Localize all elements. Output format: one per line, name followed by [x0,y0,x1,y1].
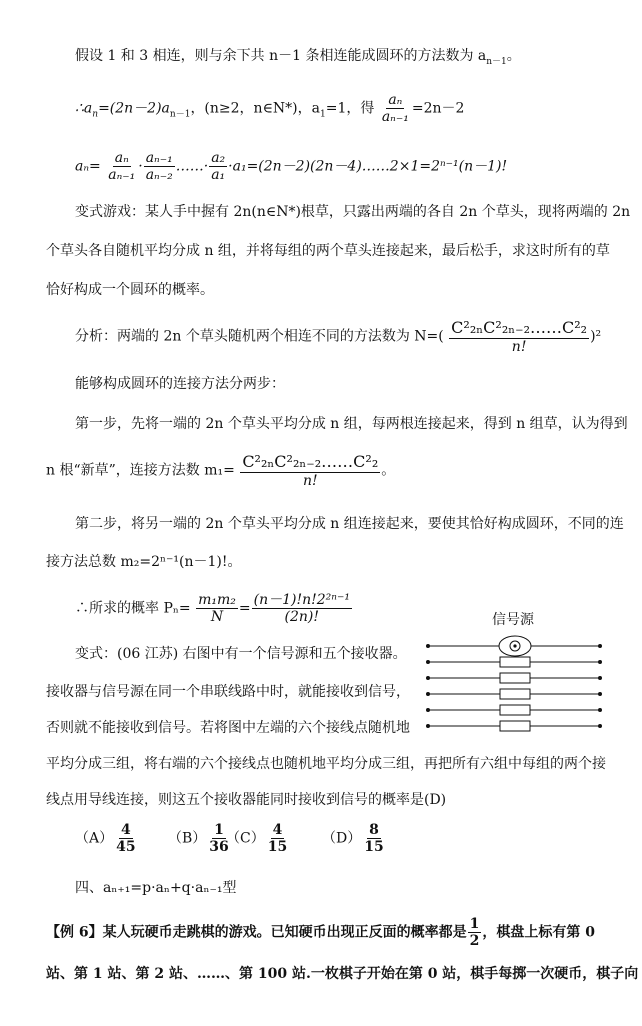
para-step1-l1: 第一步，先将一端的 2n 个草头平均分成 n 组，每两根连接起来，得到 n 组草，认为得到 [75,416,628,432]
fraction [380,92,411,125]
eq-text: =1，得 [325,100,375,117]
fraction [240,452,380,489]
denominator: N [210,609,224,625]
option-b[interactable] [168,822,232,855]
para-step1-l2 [46,452,395,489]
eq-text: ，(n≥2，n∈N*)，a [190,100,320,117]
denominator: 45 [116,839,136,855]
section-4-heading: 四、aₙ₊₁=p·aₙ+q·aₙ₋₁型 [75,880,237,896]
option-label: （D） [322,830,362,847]
denominator: a₁ [211,167,226,183]
numerator: C²₂ₙC²₂ₙ₋₂……C²₂ [451,318,588,337]
fraction [252,592,352,625]
fraction [468,916,482,949]
fraction [209,150,227,183]
numerator: (n－1)!n!2²ⁿ⁻¹ [253,592,350,608]
numerator: aₙ [114,150,129,166]
fraction [114,822,137,855]
denominator: 36 [209,839,229,855]
signal-source-label: 信号源 [492,612,534,628]
equation-recurrence [75,92,464,125]
signal-source-icon [499,636,531,656]
denominator: aₙ₋₂ [145,167,173,183]
eq-text: =2n－2 [411,100,465,117]
analysis-end: )² [590,328,602,345]
option-label: （A） [75,830,114,847]
denominator: 15 [267,839,288,855]
option-label: （B） [168,830,207,847]
eq-text: aₙ= [75,158,101,175]
fraction [362,822,385,855]
signal-circuit-diagram [420,608,620,732]
para-probability [75,592,353,625]
denominator: aₙ₋₁ [381,109,409,125]
punct: 。 [506,48,521,64]
numerator: 4 [272,822,283,838]
prob-text: ∴所求的概率 Pₙ= [75,600,191,617]
analysis-text: 分析：两端的 2n 个草头随机两个相连不同的方法数为 N=( [75,328,444,345]
para-jiangsu-l5: 线点用导线连接，则这五个接收器能同时接收到信号的概率是(D) [46,792,447,808]
eq-text: …… [175,158,204,175]
option-c[interactable] [226,822,290,855]
para-jiangsu-l3: 否则就不能接收到信号。若将图中左端的六个接线点随机地 [46,720,410,736]
numerator: 8 [369,822,379,838]
numerator: m₁m₂ [198,592,236,608]
numerator: 1 [469,916,480,932]
fraction [106,150,137,183]
para-jiangsu-l2: 接收器与信号源在同一个串联线路中时，就能接收到信号， [46,684,410,700]
denominator: aₙ₋₁ [108,167,136,183]
para-step2-l2: 接方法总数 m₂=2ⁿ⁻¹(n－1)!。 [46,554,242,570]
subscript: n－1 [169,109,191,120]
numerator: aₙ [388,92,403,108]
fraction [144,150,175,183]
fraction [196,592,238,625]
para-two-steps: 能够构成圆环的连接方法分两步： [75,376,285,392]
punct: 。 [381,462,396,479]
eq-sign: = [238,600,251,617]
denominator: (2n)! [284,609,320,625]
denominator: 2 [469,933,480,949]
fraction [266,822,289,855]
eq-text: ·a₁=(2n－2)(2n－4)……2×1=2ⁿ⁻¹(n－1)! [228,158,508,175]
denominator: 15 [364,839,384,855]
para-assume-text: 假设 1 和 3 相连，则与余下共 n－1 条相连能成圆环的方法数为 a [75,48,487,64]
para-step2-l1: 第二步，将另一端的 2n 个草头平均分成 n 组连接起来，要使其恰好构成圆环，不同的连 [75,516,624,532]
denominator: n! [302,473,318,489]
para-variant-l3: 恰好构成一个圆环的概率。 [46,282,214,298]
step1-text: n 根“新草”，连接方法数 m₁= [46,462,235,479]
para-jiangsu-l1: 变式：(06 江苏) 右图中有一个信号源和五个接收器。 [75,646,407,662]
para-jiangsu-l4: 平均分成三组，将右端的六个接线点也随机地平均分成三组，再把所有六组中每组的两个接 [46,756,606,772]
numerator: 4 [120,822,131,838]
example-6-l1 [46,916,595,949]
numerator: a₂ [211,150,226,166]
subscript: n－1 [486,56,507,67]
example-6-l2: 站、第 1 站、第 2 站、……、第 100 站.一枚棋子开始在第 0 站，棋手每掷一次硬币，棋子向 [46,966,639,982]
numerator: aₙ₋₁ [145,150,173,166]
example-6-text: 【例 6】某人玩硬币走跳棋的游戏。已知硬币出现正反面的概率都是 [46,924,467,941]
denominator: n! [511,339,527,355]
eq-text: ∴a [75,100,93,117]
example-6-text: ，棋盘上标有第 0 [482,924,595,941]
subscript: n [92,109,99,120]
para-variant-l2: 个草头各自随机平均分成 n 组，并将每组的两个草头连接起来，最后松手，求这时所有的草 [46,243,610,259]
para-variant-l1: 变式游戏：某人手中握有 2n(n∈N*)根草，只露出两端的各自 2n 个草头，现将两端的 2n [75,204,631,220]
fraction [449,318,589,355]
option-label: （C） [226,830,265,847]
option-d[interactable] [322,822,387,855]
numerator: 1 [214,822,224,838]
numerator: C²₂ₙC²₂ₙ₋₂……C²₂ [242,452,379,471]
option-a[interactable] [75,822,139,855]
para-assume [75,46,521,66]
receiver-boxes [500,657,530,731]
eq-text: =(2n－2)a [98,100,170,117]
para-analysis [75,318,601,355]
equation-product: aₙ= $\frac{\text{aₙ}}{\text{aₙ₋₁}}$ · $\frac{\text{aₙ₋₁}}{\text{aₙ₋₂}}$ ……· $\frac{\text{a₂}}{\text{a₁}}$ ·a₁=(2n－2)(2n－4)……2×1=2ⁿ⁻¹(n－1)! [75,150,508,183]
subscript: 1 [320,109,326,120]
